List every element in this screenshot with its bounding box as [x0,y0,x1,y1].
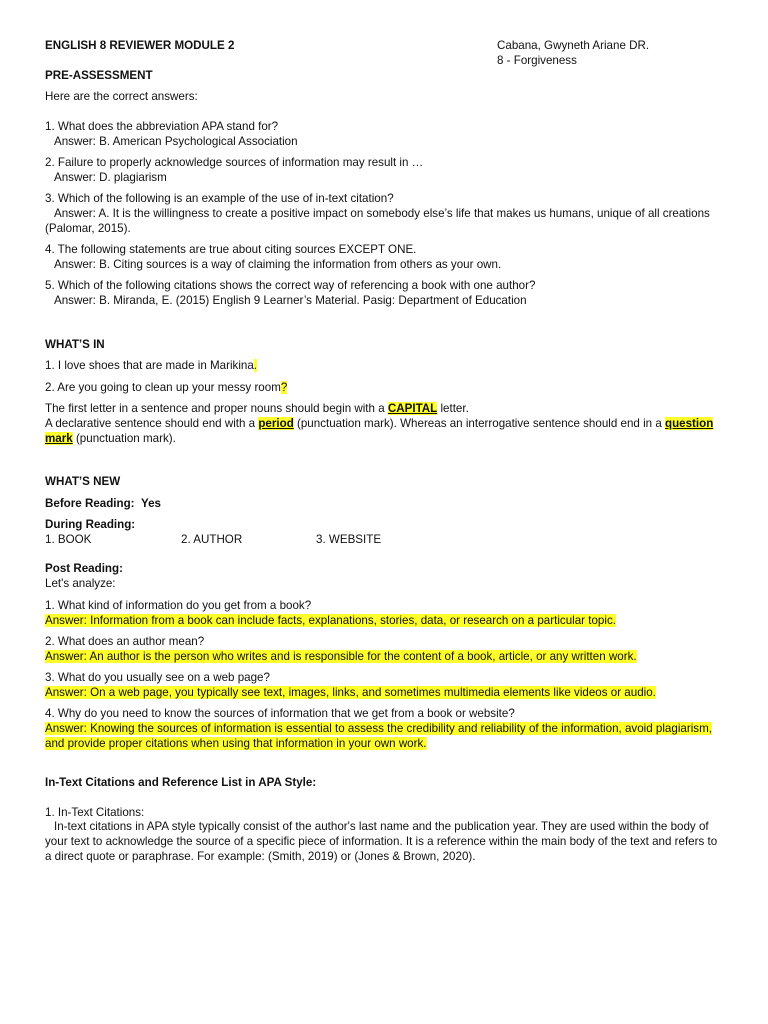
during-item-website: 3. WEBSITE [316,533,382,546]
question: 5. Which of the following citations shows the correct way of referencing a book with one author? [45,279,536,292]
whats-new-heading: WHAT’S NEW [45,475,121,488]
answer: Answer: D. plagiarism [54,171,167,184]
question: 1. What kind of information do you get from a book? [45,599,312,612]
sentence-1 [45,358,257,373]
answer: Answer: On a web page, you typically see text, images, links, and sometimes multimedia elements like videos or audio. [45,686,656,699]
answer: Answer: B. Citing sources is a way of claiming the information from others as your own. [54,258,502,271]
answer: Answer: A. It is the willingness to create a positive impact on somebody else’s life that makes us humans, unique of all creations (Palomar, 2015). [45,207,710,235]
post-reading-label: Post Reading: [45,562,123,575]
punctuation-rule-end: (punctuation mark). [72,432,176,445]
question-mark-highlight: question mark [45,417,714,445]
during-item-book: 1. BOOK [45,533,92,546]
punctuation-rule-text: A declarative sentence should end with a [45,417,259,430]
post-reading-item [45,634,725,664]
whats-in-heading: WHAT’S IN [45,338,105,351]
question: 2. What does an author mean? [45,635,205,648]
capital-rule [45,401,725,416]
pre-assessment-heading: PRE-ASSESSMENT [45,69,153,82]
answer: Answer: An author is the person who writes and is responsible for the content of a book, article, or any written work. [45,650,637,663]
capital-highlight: CAPITAL [387,402,438,415]
student-section: 8 - Forgiveness [497,54,577,67]
punctuation-rule [45,416,725,446]
before-reading-label: Before Reading: [45,497,135,510]
pre-assessment-item [45,278,725,308]
post-reading-item [45,706,725,751]
sentence-1-mark: . [253,359,258,372]
question: 2. Failure to properly acknowledge sources of information may result in … [45,156,424,169]
question: 3. What do you usually see on a web page? [45,671,270,684]
pre-assessment-item [45,242,725,272]
before-reading-value: Yes [141,497,161,510]
during-reading-label: During Reading: [45,518,136,531]
whats-in-explanation [45,401,725,446]
student-name: Cabana, Gwyneth Ariane DR. [497,39,650,52]
answer: Answer: B. American Psychological Association [54,135,298,148]
answer: Answer: Information from a book can include facts, explanations, stories, data, or research on a particular topic. [45,614,616,627]
sentence-2-mark: ? [280,381,288,394]
document-title: ENGLISH 8 REVIEWER MODULE 2 [45,39,235,52]
before-reading [45,496,161,511]
citations-body [45,819,725,864]
pre-assessment-intro: Here are the correct answers: [45,90,198,103]
question: 4. The following statements are true about citing sources EXCEPT ONE. [45,243,417,256]
post-reading-item [45,598,725,628]
post-reading-intro: Let's analyze: [45,577,116,590]
sentence-2-text: 2. Are you going to clean up your messy room [45,381,281,394]
question: 1. What does the abbreviation APA stand for? [45,120,279,133]
during-item-author: 2. AUTHOR [181,533,243,546]
sentence-2 [45,380,287,395]
answer: Answer: Knowing the sources of information is essential to assess the credibility and reliability of the information, avoid plagiarism, and provide proper citations when using that information in your own work. [45,722,712,750]
pre-assessment-item [45,191,725,236]
period-highlight: period [258,417,294,430]
capital-rule-end: letter. [437,402,469,415]
pre-assessment-item [45,119,725,149]
post-reading-item [45,670,725,700]
punctuation-rule-mid: (punctuation mark). Whereas an interrogative sentence should end in a [293,417,665,430]
citations-subheading: 1. In-Text Citations: [45,806,145,819]
question: 3. Which of the following is an example of the use of in-text citation? [45,192,394,205]
capital-rule-text: The first letter in a sentence and proper nouns should begin with a [45,402,388,415]
citations-paragraph: In-text citations in APA style typically consist of the author's last name and the publication year. They are used within the body of your text to acknowledge the source of a specific piece of information. It is a reference within the main body of the text and refers to a direct quote or paraphrase. For example: (Smith, 2019) or (Jones & Brown, 2020). [45,820,718,863]
citations-heading: In-Text Citations and Reference List in APA Style: [45,776,317,789]
sentence-1-text: 1. I love shoes that are made in Marikina [45,359,254,372]
answer: Answer: B. Miranda, E. (2015) English 9 Learner’s Material. Pasig: Department of Education [54,294,527,307]
question: 4. Why do you need to know the sources of information that we get from a book or website? [45,707,515,720]
pre-assessment-item [45,155,725,185]
